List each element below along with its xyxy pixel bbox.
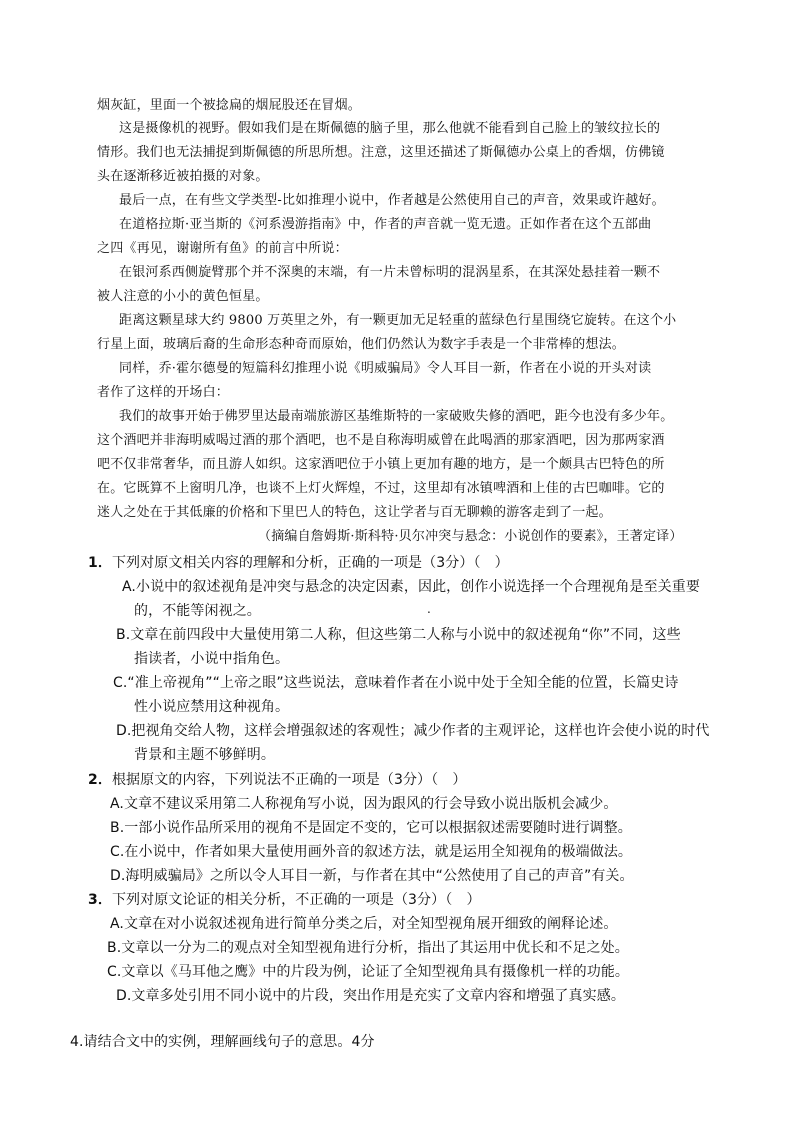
question-1-stem: 1．下列对原文相关内容的理解和分析，正确的一项是（3分）（ ） xyxy=(88,555,509,571)
question-1-option-d-cont: 背景和主题不够鲜明。 xyxy=(134,747,275,763)
passage-line: 之四《再见，谢谢所有鱼》的前言中所说： xyxy=(97,241,348,256)
question-3-option-b: B.文章以一分为二的观点对全知型视角进行分析，指出了其运用中优长和不足之处。 xyxy=(107,940,629,956)
passage-line: 吧不仅非常奢华，而且游人如织。这家酒吧位于小镇上更加有趣的地方，是一个颇具古巴特色的所 xyxy=(97,457,665,472)
question-1-option-b: B.文章在前四段中大量使用第二人称，但这些第二人称与小说中的叙述视角“你”不同，这些 xyxy=(116,627,681,643)
passage-line: 迷人之处在于其低廉的价格和下里巴人的特色，这让学者与百无聊赖的游客走到了一起。 xyxy=(97,505,612,520)
passage-line: 头在逐渐移近被拍摄的对象。 xyxy=(97,169,269,184)
passage-line: 在道格拉斯·亚当斯的《河系漫游指南》中，作者的声音就一览无遗。正如作者在这个五部曲 xyxy=(119,217,652,232)
question-4: 4.请结合文中的实例，理解画线句子的意思。4分 xyxy=(70,1034,375,1050)
question-2-option-c: C.在小说中，作者如果大量使用画外音的叙述方法，就是运用全知视角的极端做法。 xyxy=(110,844,633,860)
question-1-option-a: A.小说中的叙述视角是冲突与悬念的决定因素，因此，创作小说选择一个合理视角是至关重要 xyxy=(122,579,700,595)
question-1-option-c: C.“准上帝视角”“上帝之眼”这些说法，意味着作者在小说中处于全知全能的位置，长篇史诗 xyxy=(113,675,679,691)
question-3-option-c: C.文章以《马耳他之鹰》中的片段为例，论证了全知型视角具有摄像机一样的功能。 xyxy=(107,964,630,980)
passage-line: 者作了这样的开场白： xyxy=(97,385,230,400)
stray-mark: . xyxy=(427,602,431,616)
question-2-stem: 2．根据原文的内容，下列说法不正确的一项是（3分）（ ） xyxy=(88,772,467,788)
passage-line: 在。它既算不上窗明几净，也谈不上灯火辉煌，不过，这里却有冰镇啤酒和上佳的古巴咖啡。它的 xyxy=(97,481,665,496)
question-1-option-b-cont: 指读者，小说中指角色。 xyxy=(134,651,290,667)
question-2-option-b: B.一部小说作品所采用的视角不是固定不变的，它可以根据叙述需要随时进行调整。 xyxy=(110,820,632,836)
question-1-option-a-cont: 的，不能等闲视之。 xyxy=(134,603,261,619)
question-1-option-d: D.把视角交给人物，这样会增强叙述的客观性；减少作者的主观评论，这样也许会使小说的时代 xyxy=(116,723,710,739)
passage-line: 这个酒吧并非海明威喝过酒的那个酒吧，也不是自称海明威曾在此喝酒的那家酒吧，因为那两家酒 xyxy=(97,433,665,448)
passage-line: 最后一点，在有些文学类型-比如推理小说中，作者越是公然使用自己的声音，效果或许越好。 xyxy=(119,193,665,208)
passage-line: 被人注意的小小的黄色恒星。 xyxy=(97,289,269,304)
passage-line: 这是摄像机的视野。假如我们是在斯佩德的脑子里，那么他就不能看到自己脸上的皱纹拉长的 xyxy=(119,121,661,136)
question-3-stem: 3．下列对原文论证的相关分析，不正确的一项是（3分）（ ） xyxy=(88,892,481,908)
passage-line: 行星上面，玻璃后裔的生命形态种奇而原始，他们仍然认为数字手表是一个非常棒的想法。 xyxy=(97,337,626,352)
passage-line: 同样，乔·霍尔德曼的短篇科幻推理小说《明威骗局》令人耳目一新，作者在小说的开头对读 xyxy=(119,361,652,376)
question-1-option-c-cont: 性小说应禁用这种视角。 xyxy=(134,699,290,715)
passage-line: 情形。我们也无法捕捉到斯佩德的所思所想。注意，这里还描述了斯佩德办公桌上的香烟，仿佛镜 xyxy=(97,145,665,160)
passage-line: 我们的故事开始于佛罗里达最南端旅游区基维斯特的一家破败失修的酒吧，距今也没有多少年。 xyxy=(119,409,674,424)
passage-line: 烟灰缸，里面一个被捻扁的烟屁股还在冒烟。 xyxy=(97,98,362,113)
question-2-option-d: D.海明威骗局》之所以令人耳目一新，与作者在其中“公然使用了自己的声音”有关。 xyxy=(110,868,634,884)
question-3-option-a: A.文章在对小说叙述视角进行简单分类之后，对全知型视角展开细致的阐释论述。 xyxy=(110,916,618,932)
passage-source: （摘编自詹姆斯·斯科特·贝尔冲突与悬念：小说创作的要素》，王著定译） xyxy=(258,529,683,544)
question-3-option-d: D.文章多处引用不同小说中的片段，突出作用是充实了文章内容和增强了真实感。 xyxy=(116,988,625,1004)
question-2-option-a: A.文章不建议采用第二人称视角写小说，因为跟风的行会导致小说出版机会减少。 xyxy=(110,796,618,812)
passage-line: 在银河系西侧旋臂那个并不深奥的末端，有一片未曾标明的混涡星系，在其深处悬挂着一颗不 xyxy=(119,265,661,280)
passage-line: 距离这颗星球大约 9800 万英里之外，有一颗更加无足轻重的蓝绿色行星围绕它旋转。在这个小 xyxy=(119,313,677,328)
